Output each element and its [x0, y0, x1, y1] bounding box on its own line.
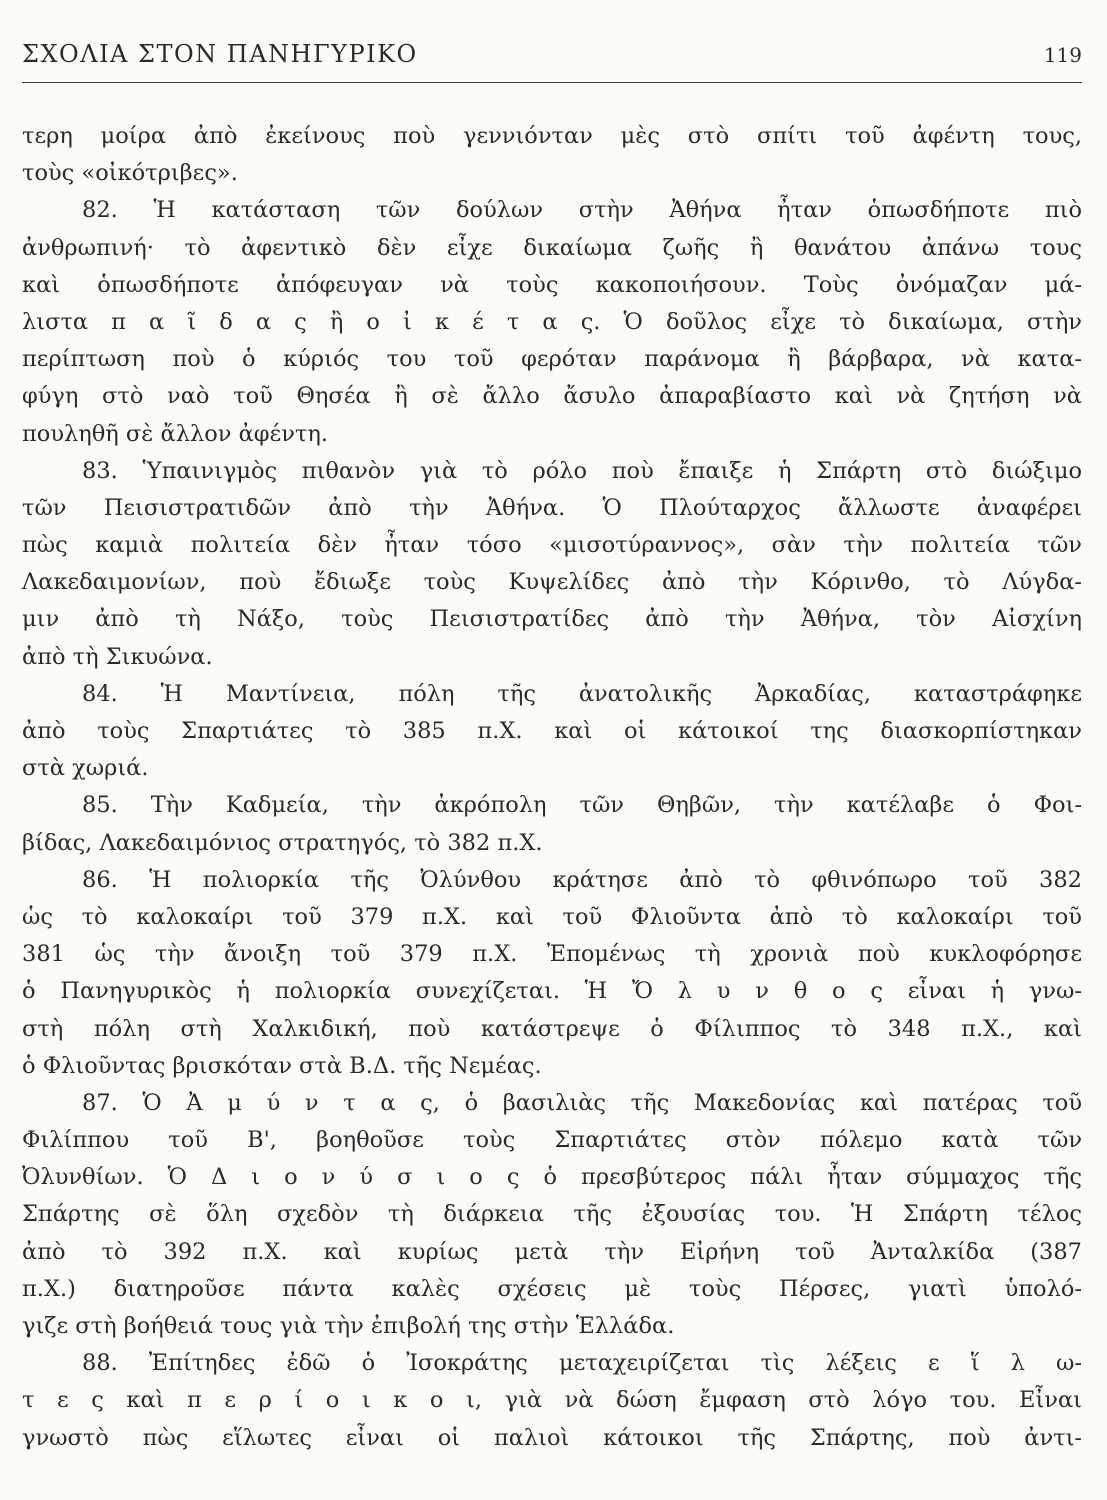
text-line: ἀνθρωπινή· τὸ ἀφεντικὸ δὲν εἶχε δικαίωμα ζωῆς ἢ θανάτου ἀπάνω τους — [22, 234, 1082, 261]
text-line: ἀπὸ τὸ 392 π.Χ. καὶ κυρίως μετὰ τὴν Εἰρήνη τοῦ Ἀνταλκίδα (387 — [22, 1238, 1082, 1265]
text-line: γνωστὸ πὼς εἵλωτες εἶναι οἱ παλιοὶ κάτοικοι τῆς Σπάρτης, ποὺ ἀντι- — [22, 1424, 1082, 1451]
text-line: ὡς τὸ καλοκαίρι τοῦ 379 π.Χ. καὶ τοῦ Φλιοῦντα ἀπὸ τὸ καλοκαίρι τοῦ — [22, 903, 1082, 930]
text-line: τῶν Πεισιστρατιδῶν ἀπὸ τὴν Ἀθήνα. Ὁ Πλούταρχος ἄλλωστε ἀναφέρει — [22, 494, 1082, 521]
note-84-first-line: 84. Ἡ Μαντίνεια, πόλη τῆς ἀνατολικῆς Ἀρκαδίας, καταστράφηκε — [82, 680, 1082, 707]
text-line: πουληθῆ σὲ ἄλλον ἀφέντη. — [22, 420, 328, 447]
text-line: ὁ Φλιοῦντας βρισκόταν στὰ Β.Δ. τῆς Νεμέας. — [22, 1052, 542, 1079]
text-line: λιστα π α ῖ δ α ς ἢ ο ἰ κ έ τ α ς. Ὁ δοῦλος εἶχε τὸ δικαίωμα, στὴν — [22, 308, 1082, 335]
page-number: 119 — [1043, 43, 1082, 67]
running-head — [22, 40, 1082, 68]
text-line: βίδας, Λακεδαιμόνιος στρατηγός, τὸ 382 π.Χ. — [22, 829, 543, 856]
text-line: ἀπὸ τὴ Σικυώνα. — [22, 643, 213, 670]
text-line: ὁ Πανηγυρικὸς ἡ πολιορκία συνεχίζεται. Ἡ Ὄ λ υ ν θ ο ς εἶναι ἡ γνω- — [22, 978, 1082, 1005]
note-83-first-line: 83. Ὑπαινιγμὸς πιθανὸν γιὰ τὸ ρόλο ποὺ ἔπαιξε ἡ Σπάρτη στὸ διώξιμο — [82, 457, 1082, 484]
text-line: πὼς καμιὰ πολιτεία δὲν ἦταν τόσο «μισοτύραννος», σὰν τὴν πολιτεία τῶν — [22, 532, 1082, 559]
text-line: περίπτωση ποὺ ὁ κύριός του τοῦ φερόταν παράνομα ἢ βάρβαρα, νὰ κατα- — [22, 346, 1082, 373]
body-text — [22, 118, 1082, 1457]
text-line: στὰ χωριά. — [22, 755, 149, 782]
text-line: τοὺς «οἰκότριβες». — [22, 160, 238, 187]
text-line: τερη μοίρα ἀπὸ ἐκείνους ποὺ γεννιόνταν μὲς στὸ σπίτι τοῦ ἀφέντη τους, — [22, 123, 1082, 149]
text-line: Φιλίππου τοῦ Β', βοηθοῦσε τοὺς Σπαρτιάτες στὸν πόλεμο κατὰ τῶν — [22, 1127, 1082, 1154]
note-88-first-line: 88. Ἐπίτηδες ἐδῶ ὁ Ἰσοκράτης μεταχειρίζεται τὶς λέξεις ε ἵ λ ω- — [82, 1350, 1082, 1377]
text-line: π.Χ.) διατηροῦσε πάντα καλὲς σχέσεις μὲ τοὺς Πέρσες, γιατὶ ὑπολό- — [22, 1275, 1082, 1302]
text-line: φύγη στὸ ναὸ τοῦ Θησέα ἢ σὲ ἄλλο ἄσυλο ἀπαραβίαστο καὶ νὰ ζητήση νὰ — [22, 383, 1082, 410]
note-82-first-line: 82. Ἡ κατάσταση τῶν δούλων στὴν Ἀθήνα ἦταν ὁπωσδήποτε πιὸ — [82, 197, 1082, 224]
running-head-title: ΣΧΟΛΙΑ ΣΤΟΝ ΠΑΝΗΓΥΡΙΚΟ — [22, 40, 418, 68]
text-line: ἀπὸ τοὺς Σπαρτιάτες τὸ 385 π.Χ. καὶ οἱ κάτοικοί της διασκορπίστηκαν — [22, 718, 1082, 744]
text-line: στὴ πόλη στὴ Χαλκιδική, ποὺ κατάστρεψε ὁ Φίλιππος τὸ 348 π.Χ., καὶ — [22, 1015, 1082, 1042]
note-86-first-line: 86. Ἡ πολιορκία τῆς Ὀλύνθου κράτησε ἀπὸ τὸ φθινόπωρο τοῦ 382 — [82, 866, 1082, 893]
text-line: Λακεδαιμονίων, ποὺ ἔδιωξε τοὺς Κυψελίδες ἀπὸ τὴν Κόρινθο, τὸ Λύγδα- — [22, 569, 1082, 596]
text-line: γιζε στὴ βοήθειά τους γιὰ τὴν ἐπιβολή της στὴν Ἑλλάδα. — [22, 1313, 675, 1339]
header-rule — [22, 82, 1082, 83]
note-87-first-line: 87. Ὁ Ἀ μ ύ ν τ α ς, ὁ βασιλιὰς τῆς Μακεδονίας καὶ πατέρας τοῦ — [82, 1089, 1082, 1116]
text-line: καὶ ὁπωσδήποτε ἀπόφευγαν νὰ τοὺς κακοποιήσουν. Τοὺς ὀνόμαζαν μά- — [22, 271, 1082, 298]
text-line: τ ε ς καὶ π ε ρ ί ο ι κ ο ι, γιὰ νὰ δώση ἔμφαση στὸ λόγο του. Εἶναι — [22, 1387, 1082, 1414]
text-line: 381 ὡς τὴν ἄνοιξη τοῦ 379 π.Χ. Ἐπομένως τὴ χρονιὰ ποὺ κυκλοφόρησε — [22, 941, 1082, 968]
text-line: Ὀλυνθίων. Ὁ Δ ι ο ν ύ σ ι ο ς ὁ πρεσβύτερος πάλι ἦταν σύμμαχος τῆς — [22, 1164, 1082, 1191]
text-line: Σπάρτης σὲ ὅλη σχεδὸν τὴ διάρκεια τῆς ἐξουσίας του. Ἡ Σπάρτη τέλος — [22, 1201, 1082, 1228]
text-line: μιν ἀπὸ τὴ Νάξο, τοὺς Πεισιστρατίδες ἀπὸ τὴν Ἀθήνα, τὸν Αἰσχίνη — [22, 606, 1082, 633]
note-85-first-line: 85. Τὴν Καδμεία, τὴν ἀκρόπολη τῶν Θηβῶν, τὴν κατέλαβε ὁ Φοι- — [82, 792, 1082, 819]
